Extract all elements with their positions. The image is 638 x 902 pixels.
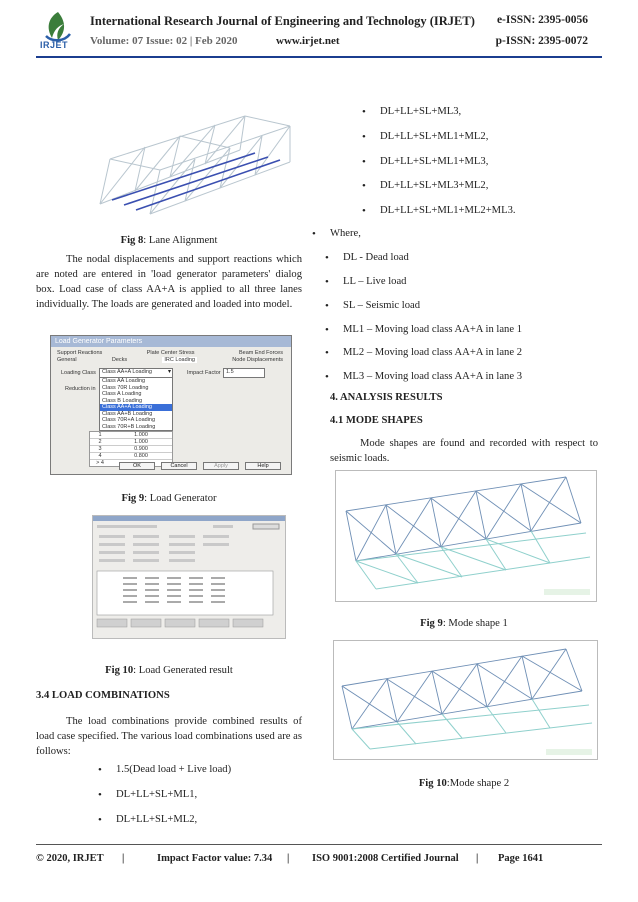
journal-title: International Research Journal of Engineering and Technology (IRJET) — [90, 14, 475, 28]
footer-separator: | — [287, 853, 290, 864]
option-class-b[interactable]: Class B Loading — [102, 397, 143, 404]
dialog-buttons — [119, 462, 281, 470]
option-class-aa-a[interactable]: Class AA+A Loading — [100, 404, 172, 411]
footer-rule — [36, 844, 602, 845]
lane-count: > 4 — [96, 460, 104, 466]
tab-beam-end-forces[interactable]: Beam End Forces — [238, 350, 283, 356]
website-link[interactable]: www.irjet.net — [276, 35, 340, 47]
impact-factor-input[interactable] — [223, 368, 265, 378]
reduction-value[interactable]: 1.000 — [134, 439, 148, 445]
tab-decks[interactable]: Decks — [111, 357, 128, 363]
impact-factor-value: 1.5 — [226, 369, 234, 375]
footer-iso: ISO 9001:2008 Certified Journal — [312, 853, 459, 864]
mode-shape-1-label: Fig 9 — [420, 618, 443, 629]
fig10-label: Fig 10 — [105, 665, 134, 676]
option-class-70r-b[interactable]: Class 70R+B Loading — [102, 423, 156, 430]
fig8-label: Fig 8 — [120, 235, 144, 246]
eissn: e-ISSN: 2395-0056 — [496, 14, 588, 26]
volume-issue: Volume: 07 Issue: 02 | Feb 2020 — [90, 35, 238, 47]
ok-button[interactable]: OK — [119, 462, 155, 470]
combo-list-item: • DL+LL+SL+ML2, — [116, 814, 197, 825]
lane-count: 1 — [98, 432, 102, 438]
option-class-70r-a[interactable]: Class 70R+A Loading — [102, 417, 156, 423]
load-generator-dialog — [50, 335, 292, 475]
footer-copyright: © 2020, IRJET — [36, 853, 104, 864]
section-heading-mode-shapes: 4.1 MODE SHAPES — [330, 415, 423, 426]
reduction-label: Reduction in — [65, 386, 96, 392]
combo-list-item: • DL+LL+SL+ML1+ML2, — [380, 131, 488, 142]
help-button[interactable]: Help — [245, 462, 281, 470]
combo-list-item: • DL+LL+SL+ML1+ML3, — [380, 156, 488, 167]
combo-list-item: • DL+LL+SL+ML1+ML2+ML3. — [380, 205, 516, 216]
definition-ml2: • ML2 – Moving load class AA+A in lane 2 — [343, 347, 522, 358]
fig10-caption-text: : Load Generated result — [133, 665, 233, 676]
fig9-caption-text: : Load Generator — [144, 493, 217, 504]
mode-shape-2-image — [333, 640, 598, 760]
paragraph-load-combinations: The load combinations provide combined results of load case specified. The various load combinations used are as follows: — [36, 716, 302, 757]
dialog-title: Load Generator Parameters — [51, 336, 291, 347]
cancel-button[interactable]: Cancel — [161, 462, 197, 470]
chevron-down-icon: ▾ — [167, 369, 171, 375]
lane-count: 3 — [98, 446, 102, 452]
combo-list-item: • DL+LL+SL+ML3+ML2, — [380, 180, 488, 191]
definition-ml1: • ML1 – Moving load class AA+A in lane 1 — [343, 324, 522, 335]
mode-shape-2-caption — [330, 778, 598, 789]
section-heading-load-combinations: 3.4 LOAD COMBINATIONS — [36, 690, 170, 701]
mode-shape-1-image — [335, 470, 597, 602]
combo-list-item: • 1.5(Dead load + Live load) — [116, 764, 231, 775]
definition-ml3: • ML3 – Moving load class AA+A in lane 3 — [343, 371, 522, 382]
definition-ll: • LL – Live load — [343, 276, 406, 287]
header-rule — [36, 56, 602, 58]
mode-shape-1-caption — [330, 618, 598, 629]
loading-class-label: Loading Class — [61, 370, 96, 376]
lane-count: 2 — [98, 439, 102, 445]
footer-separator: | — [122, 853, 125, 864]
definition-dl: • DL - Dead load — [343, 252, 409, 263]
fig10-load-generated-result-image — [92, 515, 286, 639]
mode-shape-1-caption-text: : Mode shape 1 — [442, 618, 508, 629]
tab-plate-center-stress[interactable]: Plate Center Stress — [146, 350, 195, 356]
paragraph-mode-shapes: Mode shapes are found and recorded with respect to seismic loads. — [330, 438, 598, 464]
option-class-70r[interactable]: Class 70R Loading — [102, 384, 149, 391]
tab-general[interactable]: General — [57, 357, 77, 363]
fig8-lane-alignment-image — [90, 104, 302, 220]
combo-list-item: • DL+LL+SL+ML3, — [380, 106, 461, 117]
mode-shape-2-label: Fig 10 — [418, 778, 447, 789]
option-class-a[interactable]: Class A Loading — [102, 391, 142, 397]
reduction-value[interactable]: 0.900 — [134, 446, 148, 452]
mode-shape-2-caption-text: :Mode shape 2 — [446, 778, 510, 789]
combo-list-item: • DL+LL+SL+ML1, — [116, 789, 197, 800]
journal-logo — [38, 8, 78, 52]
footer-impact-factor: Impact Factor value: 7.34 — [157, 853, 273, 864]
tab-irc-loading[interactable]: IRC Loading — [164, 357, 195, 363]
option-class-aa-b[interactable]: Class AA+B Loading — [102, 410, 153, 417]
where-label: • Where, — [330, 228, 361, 239]
paragraph-load-generator: The nodal displacements and support reactions which are noted are entered in 'load generator parameters' dialog box. Load case of class AA+A is applied to all three lanes individually. The loads are generated and loaded into model. — [36, 254, 302, 310]
loading-class-options[interactable] — [99, 377, 173, 431]
pissn: p-ISSN: 2395-0072 — [495, 35, 588, 47]
logo-text: IRJET — [40, 40, 69, 50]
lane-count: 4 — [98, 453, 102, 459]
definition-sl: • SL – Seismic load — [343, 300, 420, 311]
fig9-label: Fig 9 — [121, 493, 145, 504]
reduction-value[interactable]: 0.800 — [134, 453, 148, 459]
option-class-aa[interactable]: Class AA Loading — [102, 378, 146, 384]
tab-support-reactions[interactable]: Support Reactions — [57, 350, 103, 356]
impact-factor-label: Impact Factor — [187, 370, 221, 376]
tab-node-displacements[interactable]: Node Displacements — [232, 357, 283, 363]
apply-button[interactable]: Apply — [203, 462, 239, 470]
footer-page-number: Page 1641 — [498, 853, 544, 864]
fig8-caption-text: : Lane Alignment — [143, 235, 218, 246]
footer-separator: | — [476, 853, 479, 864]
reduction-value[interactable]: 1.000 — [134, 432, 148, 438]
section-heading-analysis-results: 4. ANALYSIS RESULTS — [330, 392, 443, 403]
fig9-caption — [36, 493, 302, 504]
loading-class-value: Class AA+A Loading — [102, 369, 152, 375]
fig10-caption — [36, 665, 302, 676]
fig8-caption — [36, 235, 302, 246]
